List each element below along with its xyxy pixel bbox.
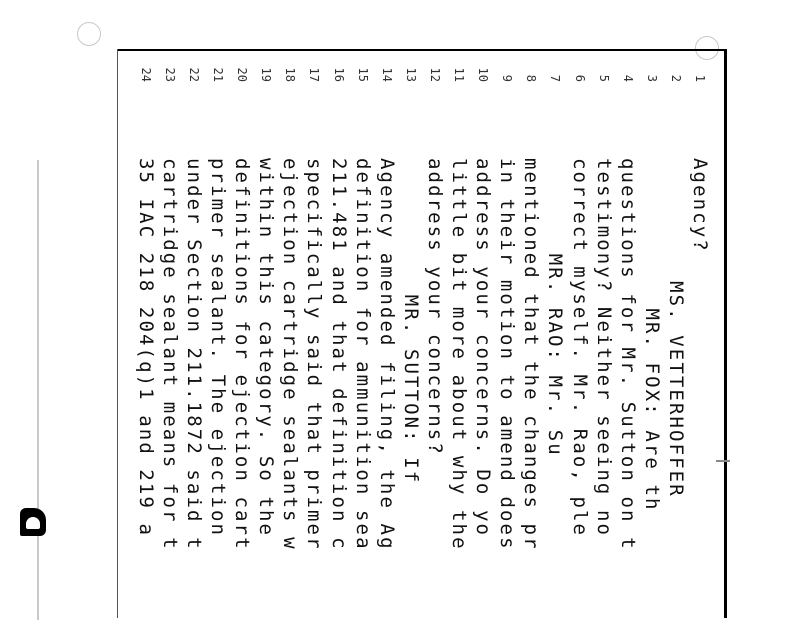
line-number: 18	[283, 67, 298, 82]
line-number: 3	[644, 74, 659, 82]
line-number: 8	[524, 74, 539, 82]
line-number: 21	[211, 67, 226, 82]
transcript-line	[471, 62, 495, 622]
line-number: 6	[572, 74, 587, 82]
page-margin-mark	[716, 460, 730, 462]
punch-hole-top-left	[77, 22, 101, 46]
line-text: definition for ammunition sea	[351, 158, 374, 551]
transcript-page	[122, 62, 712, 622]
transcript-line	[158, 62, 182, 622]
transcript-line	[688, 62, 712, 622]
line-number: 15	[355, 67, 370, 82]
transcript-line	[302, 62, 326, 622]
transcript-line	[399, 62, 423, 622]
line-text: Agency amended filing, the Ag	[375, 158, 398, 551]
page-right-edge	[724, 49, 727, 618]
transcript-line	[519, 62, 543, 622]
transcript-line	[423, 62, 447, 622]
line-text: primer sealant. The ejection	[207, 158, 230, 538]
page-left-edge	[117, 49, 118, 618]
line-text: MR. SUTTON: If	[399, 294, 422, 485]
transcript-line	[327, 62, 351, 622]
line-text: MR. RAO: Mr. Su	[544, 253, 567, 457]
line-text: MS. VETTERHOFFER	[664, 281, 687, 498]
line-number: 2	[668, 74, 683, 82]
transcript-line	[567, 62, 591, 622]
page-top-edge	[117, 49, 726, 51]
line-text: 211.481 and that definition c	[327, 158, 350, 551]
line-text: cartridge sealant means for t	[158, 158, 181, 551]
line-number: 5	[596, 74, 611, 82]
line-text: address your concerns?	[423, 158, 446, 456]
transcript-line	[351, 62, 375, 622]
line-text: little bit more about why the	[448, 158, 471, 551]
line-number: 22	[187, 67, 202, 82]
line-text: definitions for ejection cart	[231, 158, 254, 551]
transcript-line	[664, 62, 688, 622]
transcript-line	[134, 62, 158, 622]
line-number: 11	[452, 67, 467, 82]
transcript-line	[447, 62, 471, 622]
line-number: 14	[379, 67, 394, 82]
transcript-line	[543, 62, 567, 622]
line-number: 7	[548, 74, 563, 82]
line-text: specifically said that primer	[303, 158, 326, 551]
line-text: Agency?	[689, 158, 711, 253]
transcript-line	[640, 62, 664, 622]
line-text: MR. FOX: Are th	[640, 308, 663, 512]
punch-hole-top-right	[695, 36, 719, 60]
line-number: 17	[307, 67, 322, 82]
line-number: 1	[693, 74, 707, 82]
line-text: mentioned that the changes pr	[520, 158, 543, 551]
line-number: 10	[476, 67, 491, 82]
line-text: address your concerns. Do yo	[472, 158, 495, 538]
line-text: ejection cartridge sealants w	[279, 158, 302, 551]
line-text: under Section 211.1872 said t	[183, 158, 206, 551]
transcript-line	[254, 62, 278, 622]
line-number: 13	[403, 67, 418, 82]
line-text: 35 IAC 218 204(q)1 and 219 a	[134, 158, 157, 538]
line-text: questions for Mr. Sutton on t	[616, 158, 639, 551]
transcript-line	[616, 62, 640, 622]
transcript-line	[278, 62, 302, 622]
line-number: 20	[235, 67, 250, 82]
line-number: 19	[259, 67, 274, 82]
line-text: within this category. So the	[255, 158, 278, 538]
transcript-line	[495, 62, 519, 622]
line-text: in their motion to amend does	[496, 158, 519, 551]
line-number: 23	[162, 67, 177, 82]
transcript-line	[230, 62, 254, 622]
scan-edge-line	[37, 160, 39, 620]
line-text: correct myself. Mr. Rao, ple	[568, 158, 591, 538]
line-number: 9	[500, 74, 515, 82]
line-number: 4	[620, 74, 635, 82]
line-number: 16	[331, 67, 346, 82]
binder-clip-icon	[20, 508, 46, 536]
line-number: 12	[427, 67, 442, 82]
transcript-line	[592, 62, 616, 622]
transcript-line	[206, 62, 230, 622]
transcript-line	[182, 62, 206, 622]
transcript-line	[375, 62, 399, 622]
line-text: testimony? Neither seeing no	[592, 158, 615, 538]
line-number: 24	[138, 67, 153, 82]
